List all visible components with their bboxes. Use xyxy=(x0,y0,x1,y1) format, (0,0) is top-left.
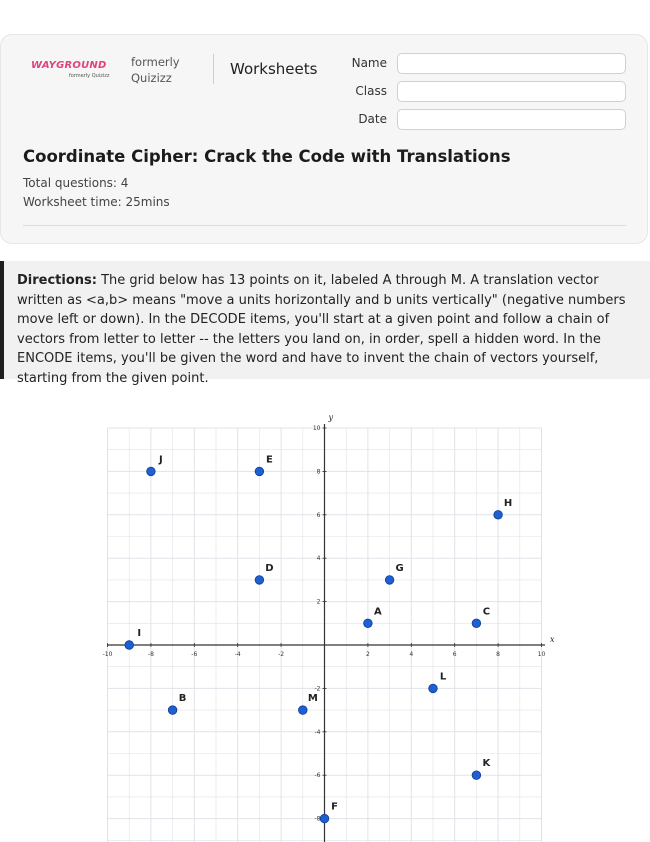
directions-lead: Directions: xyxy=(17,273,97,288)
point-label-h: H xyxy=(503,497,513,509)
point-label-m: M xyxy=(307,693,318,705)
y-tick-label: -6 xyxy=(314,772,321,780)
y-tick-label: 6 xyxy=(316,511,321,519)
total-questions: Total questions: 4 xyxy=(23,176,129,190)
y-tick-label: 10 xyxy=(312,425,321,432)
x-tick-label: -6 xyxy=(191,651,198,658)
point-d xyxy=(255,576,264,585)
x-axis-label: x xyxy=(550,635,555,644)
x-tick-label: -2 xyxy=(278,651,285,658)
logo-text: WAYGROUND xyxy=(31,60,107,71)
class-label: Class xyxy=(355,84,387,98)
point-label-e: E xyxy=(265,454,273,466)
x-tick-label: 2 xyxy=(365,651,370,658)
point-label-a: A xyxy=(374,606,382,618)
x-tick-label: -10 xyxy=(102,651,113,658)
x-tick-label: -8 xyxy=(147,651,154,658)
point-a xyxy=(364,619,373,628)
x-tick-label: -4 xyxy=(234,651,241,658)
coordinate-grid-chart xyxy=(0,400,650,842)
point-label-f: F xyxy=(331,801,338,813)
point-label-d: D xyxy=(265,562,274,574)
point-g xyxy=(385,576,394,585)
header-divider xyxy=(213,54,214,84)
point-m xyxy=(299,706,308,715)
point-label-g: G xyxy=(395,562,404,574)
point-label-c: C xyxy=(482,606,491,618)
point-label-l: L xyxy=(439,671,447,683)
worksheet-time: Worksheet time: 25mins xyxy=(23,195,170,209)
point-b xyxy=(168,706,177,715)
date-label: Date xyxy=(358,112,387,126)
x-tick-label: 8 xyxy=(496,651,501,658)
y-tick-label: 2 xyxy=(316,598,321,606)
name-label: Name xyxy=(351,56,387,70)
point-label-j: J xyxy=(159,454,163,466)
worksheets-label: Worksheets xyxy=(230,60,318,78)
point-j xyxy=(147,467,156,476)
class-field[interactable] xyxy=(397,81,626,102)
directions-text: The grid below has 13 points on it, labeled A through M. A translation vector written as <a,b> means "move a units horizontally and b units vertically" (negative numbers move left or down). In the DECODE items, you'll start at a given point and follow a chain of vectors from letter to letter -- the letters you land on, in order, spell a hidden word. In the ENCODE items, you'll be given the word and have to invent the chain of vectors yourself, starting from the given point. xyxy=(17,273,626,386)
point-l xyxy=(429,684,438,693)
quizizz-line: Quizizz xyxy=(131,71,172,85)
point-f xyxy=(320,814,329,823)
point-label-b: B xyxy=(178,693,187,705)
y-axis-label: y xyxy=(328,413,334,422)
worksheet-title: Coordinate Cipher: Crack the Code with Translations xyxy=(23,147,511,166)
point-e xyxy=(255,467,264,476)
y-tick-label: -8 xyxy=(314,815,321,823)
point-i xyxy=(125,641,134,650)
header-rule xyxy=(23,225,626,226)
x-tick-label: 4 xyxy=(409,651,414,658)
y-tick-label: -4 xyxy=(314,728,321,736)
point-h xyxy=(494,511,503,520)
logo-subtext: formerly Quizizz xyxy=(69,73,110,79)
x-tick-label: 10 xyxy=(537,651,546,658)
directions-box xyxy=(0,261,650,386)
point-label-k: K xyxy=(482,758,491,770)
wayground-logo xyxy=(31,60,117,79)
point-k xyxy=(472,771,481,780)
x-tick-label: 6 xyxy=(452,651,457,658)
formerly-line: formerly xyxy=(131,55,180,69)
date-field[interactable] xyxy=(397,109,626,130)
formerly-quizizz-note xyxy=(131,54,180,86)
name-field[interactable] xyxy=(397,53,626,74)
point-c xyxy=(472,619,481,628)
y-tick-label: 4 xyxy=(316,555,321,563)
point-label-i: I xyxy=(137,628,142,639)
y-tick-label: -2 xyxy=(314,685,321,693)
y-tick-label: 8 xyxy=(316,468,321,476)
